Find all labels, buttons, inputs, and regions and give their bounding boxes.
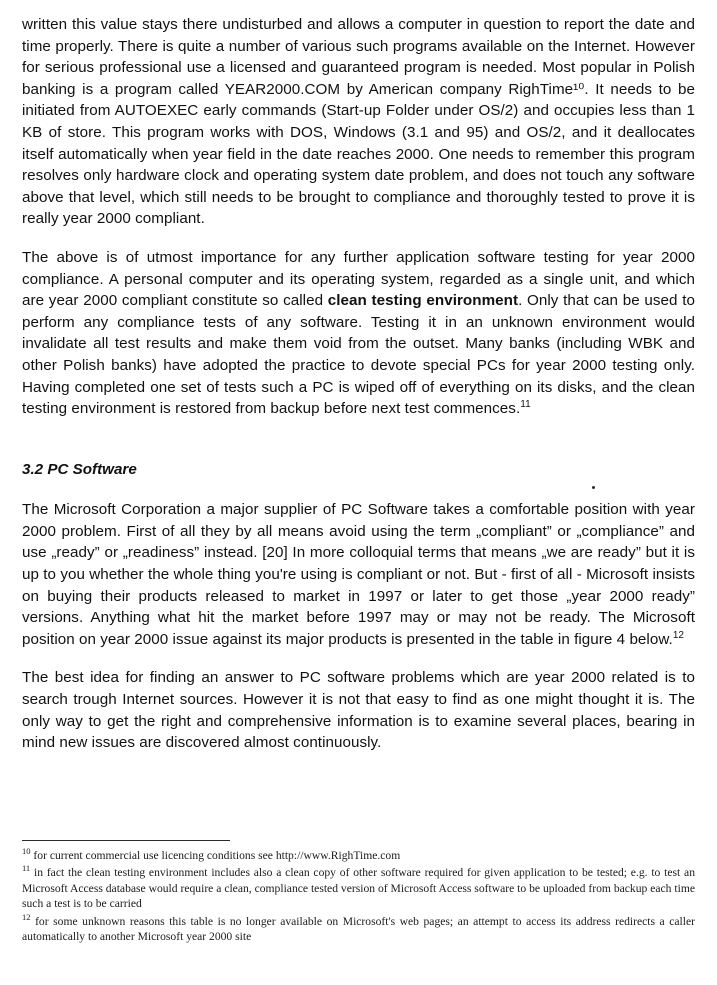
stray-mark xyxy=(592,486,595,489)
paragraph-text-part-1: The above is of utmost importance for any further application software testing for year 2000 compliance. A personal computer and its operating system, regarded as a single unit, and which are year 2000 compliant constitute so called xyxy=(22,248,695,310)
footnote-item xyxy=(22,865,695,911)
paragraph-microsoft-position xyxy=(22,499,695,650)
footnote-number: 10 xyxy=(22,846,31,857)
footnote-text: for current commercial use licencing conditions see http://www.RighTime.com xyxy=(33,849,401,862)
footnote-marker-12: 12 xyxy=(672,629,685,641)
term-clean-testing-environment: clean testing environment xyxy=(327,292,519,310)
paragraph-text-part-2: . Only that can be used to perform any compliance tests of any software. Testing it in an unknown environment would invalidate all test results and make them void from the outset. Many banks (including WBK and other Polish banks) have adopted the practice to devote special PCs for year 2000 testing only. Having completed one set of tests such a PC is wiped off of everything on its disks, and the clean testing environment is restored from backup before next test commences. xyxy=(22,292,695,418)
paragraph-continued: written this value stays there undisturbed and allows a computer in question to report the date and time properly. There is quite a number of various such programs available on the Internet. However for serious professional use a licensed and guaranteed program is needed. Most popular in Polish banking is a program called YEAR2000.COM by American company RighTime¹⁰. It needs to be initiated from AUTOEXEC early commands (Start-up Folder under OS/2) and occupies less than 1 KB of store. This program works with DOS, Windows (3.1 and 95) and OS/2, and it deallocates itself automatically when year field in the date reaches 2000. One needs to remember this program resolves only hardware clock and operating system date problem, and does not touch any software above that level, which still needs to be brought to compliance and thoroughly tested to prove it is really year 2000 compliant. xyxy=(22,16,695,228)
footnote-item xyxy=(22,848,695,863)
footnote-text: for some unknown reasons this table is no longer available on Microsoft's web pages; an attempt to access its address redirects a caller automatically to another Microsoft year 2000 site xyxy=(22,914,695,944)
section-heading-3-2: 3.2 PC Software xyxy=(22,460,137,478)
section-spacer xyxy=(22,437,695,459)
paragraph-internet-sources: The best idea for finding an answer to PC software problems which are year 2000 related is to search trough Internet sources. However it is not that easy to find as one might thought it is. The only way to get the right and comprehensive information is to examine several places, bearing in mind new issues are discovered almost continuously. xyxy=(22,669,695,752)
paragraph-microsoft-text: The Microsoft Corporation a major supplier of PC Software takes a comfortable position with year 2000 problem. First of all they by all means avoid using the term „compliant” or „compliance” and use „ready” or „readiness” instead. [20] In more colloquial terms that means „we are ready” but it is up to you whether the whole thing you're using is compliant or not. But - first of all - Microsoft insists on buying their products released to market in 1997 or later to get those „year 2000 ready” versions. Anything what hit the market before 1997 may or may not be ready. The Microsoft position on year 2000 issue against its major products is presented in the table in figure 4 below. xyxy=(22,501,695,648)
footnote-marker-11: 11 xyxy=(520,399,531,411)
footnotes-section xyxy=(22,848,695,946)
footnote-number: 12 xyxy=(22,911,31,922)
footnote-item xyxy=(22,911,695,945)
footnote-separator xyxy=(22,840,230,841)
paragraph-clean-testing-environment xyxy=(22,247,695,420)
footnote-number: 11 xyxy=(22,863,31,874)
footnote-text: in fact the clean testing environment includes also a clean copy of other software required for given application to be tested; e.g. to test an Microsoft Access database would require a clean, compliance tested version of Microsoft Access software to be uploaded from backup each time such a test is to be carried xyxy=(22,866,695,911)
